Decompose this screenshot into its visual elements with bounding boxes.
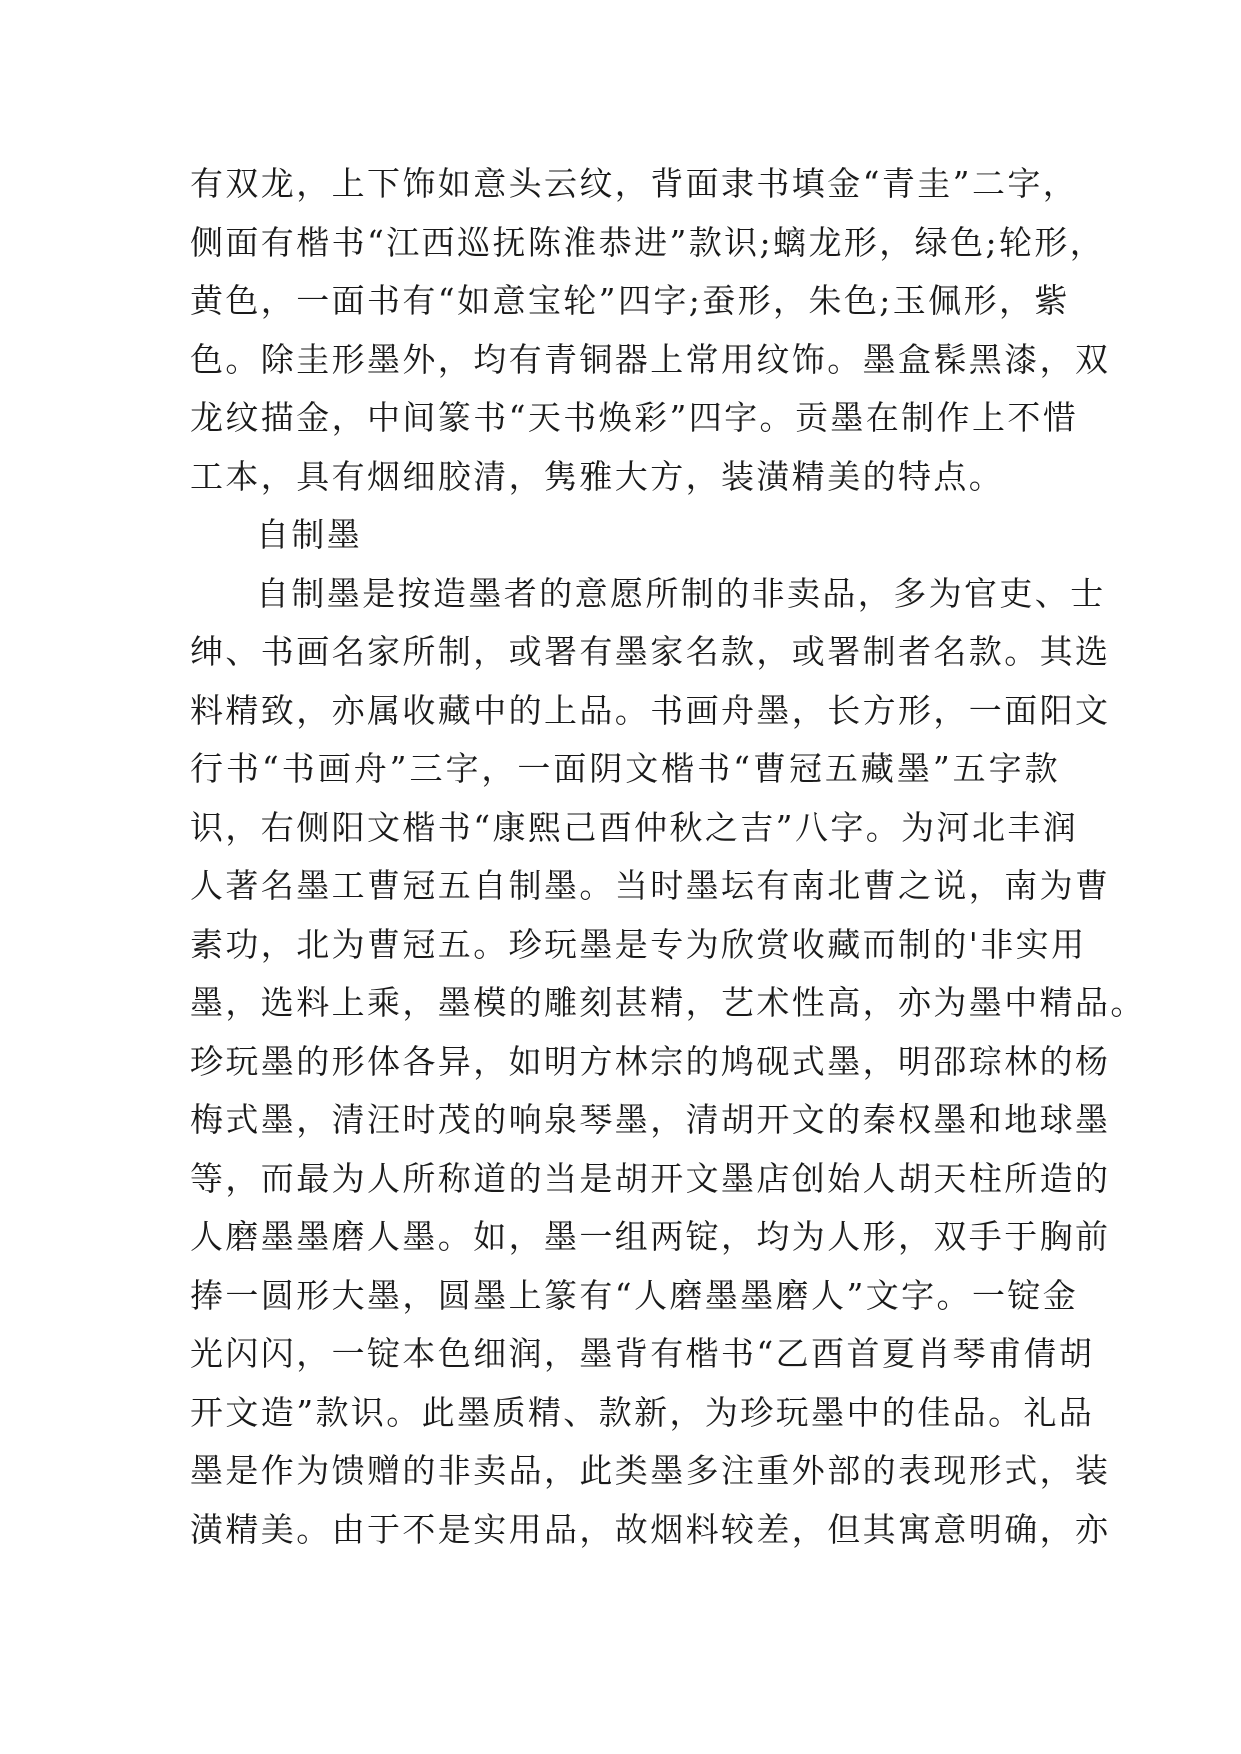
text-line: 识，右侧阳文楷书“康熙己酉仲秋之吉”八字。为河北丰润 [190, 807, 1079, 847]
text-line: 有双龙，上下饰如意头云纹，背面隶书填金“青圭”二字， [190, 164, 1079, 203]
text-line: 等，而最为人所称道的当是胡开文墨店创始人胡天柱所造的 [190, 1158, 1111, 1198]
text-line: 龙纹描金，中间篆书“天书焕彩”四字。贡墨在制作上不惜 [190, 398, 1079, 437]
body-text [190, 155, 1146, 1559]
text-line: 开文造”款识。此墨质精、款新，为珍玩墨中的佳品。礼品 [190, 1392, 1095, 1432]
section-heading: 自制墨 [256, 515, 363, 554]
text-line: 料精致，亦属收藏中的上品。书画舟墨，长方形，一面阳文 [190, 690, 1111, 730]
text-line: 光闪闪，一锭本色细润，墨背有楷书“乙酉首夏肖琴甫倩胡 [190, 1334, 1095, 1373]
text-line: 梅式墨，清汪时茂的响泉琴墨，清胡开文的秦权墨和地球墨 [190, 1100, 1111, 1139]
text-line: 绅、书画名家所制，或署有墨家名款，或署制者名款。其选 [190, 632, 1111, 671]
text-line: 侧面有楷书“江西巡抚陈淮恭进”款识;螭龙形，绿色;轮形， [190, 222, 1106, 262]
text-line: 捧一圆形大墨，圆墨上篆有“人磨墨墨磨人”文字。一锭金 [190, 1275, 1079, 1315]
text-line: 行书“书画舟”三字，一面阴文楷书“曹冠五藏墨”五字款 [190, 749, 1060, 788]
text-line: 人著名墨工曹冠五自制墨。当时墨坛有南北曹之说，南为曹 [190, 866, 1111, 905]
text-line: 工本，具有烟细胶清，隽雅大方，装潢精美的特点。 [190, 456, 1005, 496]
paragraph-2 [190, 565, 1146, 1560]
text-line: 人磨墨墨磨人墨。如，墨一组两锭，均为人形，双手于胸前 [190, 1217, 1111, 1256]
text-line: 墨，选料上乘，墨模的雕刻甚精，艺术性高，亦为墨中精品。 [190, 983, 1146, 1022]
text-line: 黄色，一面书有“如意宝轮”四字;蚕形，朱色;玉佩形，紫 [190, 281, 1070, 320]
text-line: 珍玩墨的形体各异，如明方林宗的鸠砚式墨，明邵琮林的杨 [190, 1041, 1111, 1081]
text-line: 色。除圭形墨外，均有青铜器上常用纹饰。墨盒髹黑漆，双 [190, 339, 1111, 379]
text-line: 墨是作为馈赠的非卖品，此类墨多注重外部的表现形式，装 [190, 1451, 1111, 1490]
paragraph-1 [190, 155, 1111, 506]
text-line: 素功，北为曹冠五。珍玩墨是专为欣赏收藏而制的'非实用 [190, 924, 1087, 964]
text-line: 潢精美。由于不是实用品，故烟料较差，但其寓意明确，亦 [190, 1509, 1111, 1549]
text-line: 自制墨是按造墨者的意愿所制的非卖品，多为官吏、士 [256, 573, 1106, 613]
